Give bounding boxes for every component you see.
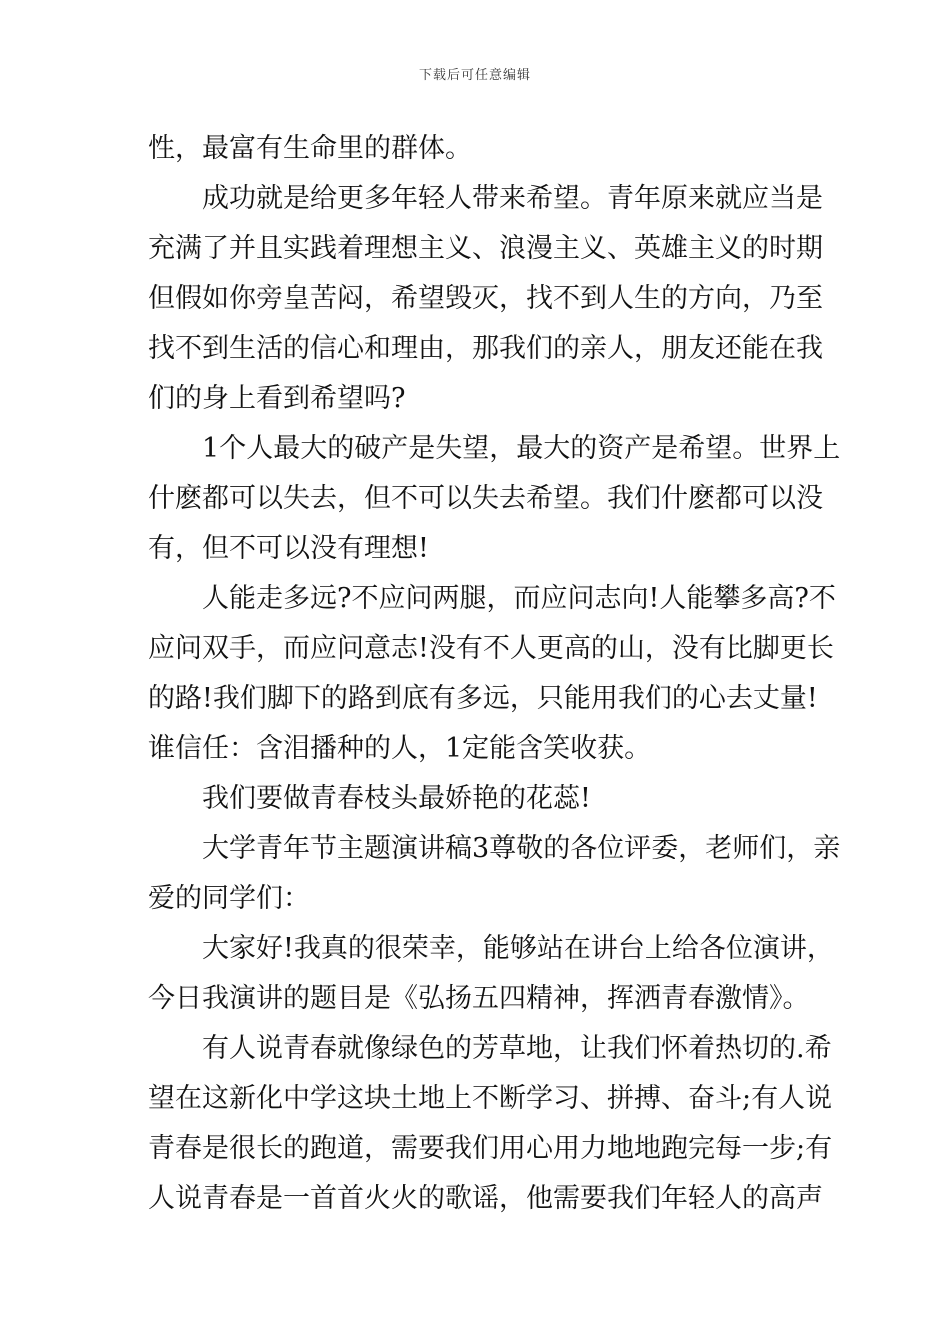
text-line: 们的身上看到希望吗? [148,383,406,414]
text-line: 爱的同学们： [148,883,310,914]
text-line: 性，最富有生命里的群体。 [148,133,472,164]
text-line: 今日我演讲的题目是《弘扬五四精神，挥洒青春激情》。 [148,983,810,1014]
text-line: 望 在 这 新 化 中 学 这 块 土 地 上 不 断 学 习 、 拼 搏 、 奋 斗 ; 有 人 说 [148,1083,833,1114]
text-line: 谁信任：含泪播种的人，1定能含笑收获。 [148,733,652,764]
text-line: 人 能 走 多 远 ? 不 应 问 两 腿 ， 而 应 问 志 向 ! 人 能 攀 多 高 ? 不 [202,583,836,614]
text-line: 什 麽 都 可 以 失 去 ， 但 不 可 以 失 去 希 望 。 我 们 什 麽 都 可 以 没 [148,483,823,514]
text-line: 有 人 说 青 春 就 像 绿 色 的 芳 草 地 ， 让 我 们 怀 着 热 切 的 . 希 [202,1033,832,1064]
text-line: 大 家 好 ! 我 真 的 很 荣 幸 ， 能 够 站 在 讲 台 上 给 各 位 演 讲 ， [202,933,834,964]
text-line: 但 假 如 你 旁 皇 苦 闷 ， 希 望 毁 灭 ， 找 不 到 人 生 的 方 向 ， 乃 至 [148,283,823,314]
text-line: 应 问 双 手 ， 而 应 问 意 志 ! 没 有 不 人 更 高 的 山 ， 没 有 比 脚 更 长 [148,633,834,664]
text-line: 找 不 到 生 活 的 信 心 和 理 由 ， 那 我 们 的 亲 人 ， 朋 友 还 能 在 我 [148,333,823,364]
text-line: 大 学 青 年 节 主 题 演 讲 稿 3 尊 敬 的 各 位 评 委 ， 老 师 们 ， 亲 [202,833,841,864]
text-line: 青 春 是 很 长 的 跑 道 ， 需 要 我 们 用 心 用 力 地 地 跑 完 每 一 步 ; 有 [148,1133,833,1164]
document-body [148,124,841,1224]
page-header: 下载后可任意编辑 [418,68,531,83]
text-line: 的 路 ! 我 们 脚 下 的 路 到 底 有 多 远 ， 只 能 用 我 们 的 心 去 丈 量 ! [148,683,818,714]
text-line: 人 说 青 春 是 一 首 首 火 火 的 歌 谣 ， 他 需 要 我 们 年 轻 人 的 高 声 [148,1183,823,1214]
text-line: 有，但不可以没有理想! [148,533,429,564]
text-line: 1 个 人 最 大 的 破 产 是 失 望 ， 最 大 的 资 产 是 希 望 。 世 界 上 [202,433,841,464]
text-line: 充 满 了 并 且 实 践 着 理 想 主 义 、 浪 漫 主 义 、 英 雄 主 义 的 时 期 [148,233,823,264]
text-line: 我们要做青春枝头最娇艳的花蕊! [202,783,591,814]
text-line: 成 功 就 是 给 更 多 年 轻 人 带 来 希 望 。 青 年 原 来 就 应 当 是 [202,183,823,214]
